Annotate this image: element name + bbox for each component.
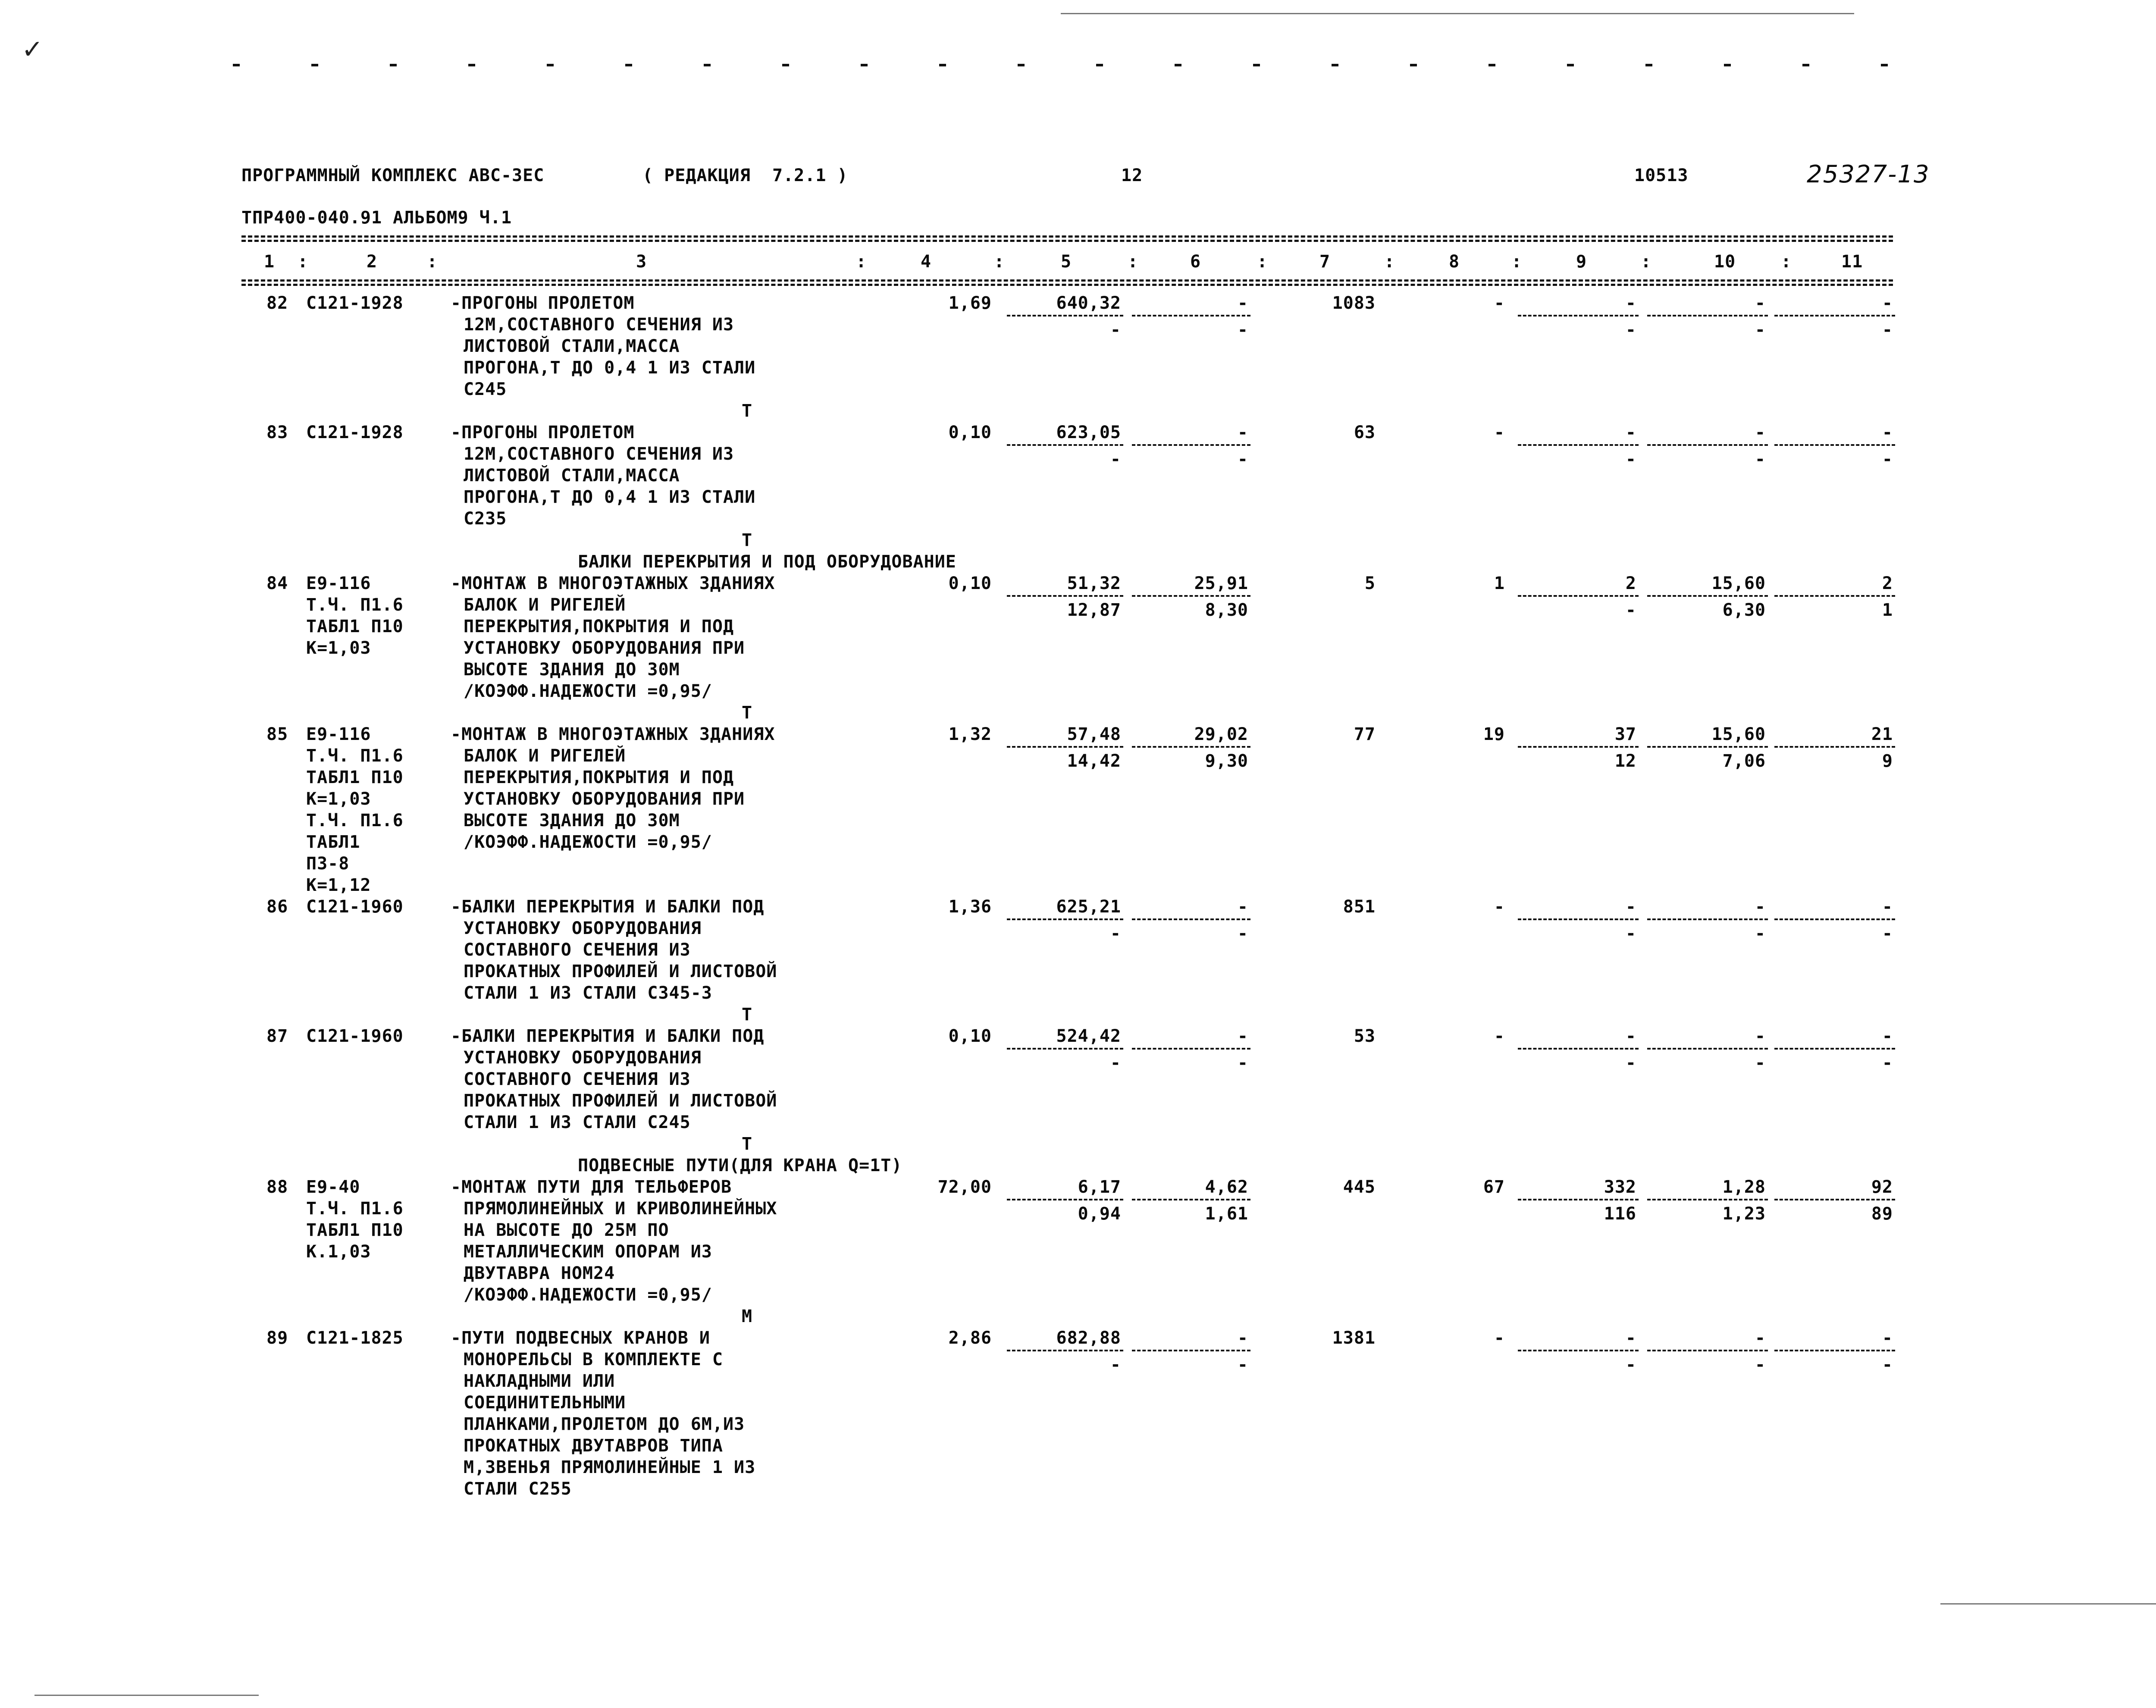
machines-total: 2 <box>1625 574 1636 593</box>
rate-code: ТАБЛ1 П10 <box>306 768 404 787</box>
perforation-dot <box>390 64 397 66</box>
unit-cost-total: 51,32 <box>1067 574 1121 593</box>
program-name: ПРОГРАММНЫЙ КОМПЛЕКС АВС-3ЕС <box>241 166 545 185</box>
unit-cost-machine-wages: - <box>1237 1053 1248 1073</box>
cell-divider <box>1647 595 1768 597</box>
column-separator: : <box>298 252 309 272</box>
wages-total: - <box>1494 897 1505 917</box>
unit-cost-wages: - <box>1110 449 1121 469</box>
column-header-1: 1 <box>264 252 275 272</box>
machines-total: 37 <box>1614 724 1636 744</box>
unit-cost-total: 625,21 <box>1056 897 1121 917</box>
header-rule-bottom <box>241 279 1893 282</box>
machine-labor-rate: 6,30 <box>1722 600 1766 620</box>
machine-labor-rate: - <box>1755 1355 1766 1375</box>
quantity-value: 1,32 <box>948 724 992 744</box>
top-scan-line <box>1061 13 1854 14</box>
labor-total: - <box>1882 1328 1893 1348</box>
perforation-dot <box>468 64 475 66</box>
unit-cost-total: 57,48 <box>1067 724 1121 744</box>
work-description: -ПРОГОНЫ ПРОЛЕТОМ <box>451 293 635 313</box>
quantity-value: 72,00 <box>937 1177 992 1197</box>
unit-cost-wages: - <box>1110 924 1121 943</box>
work-description: СОСТАВНОГО СЕЧЕНИЯ ИЗ <box>464 1069 691 1089</box>
column-separator: : <box>1128 252 1139 272</box>
work-description: СТАЛИ 1 ИЗ СТАЛИ С245 <box>464 1113 691 1132</box>
unit-cost-machines: - <box>1237 423 1248 442</box>
unit-cost-machines: - <box>1237 1026 1248 1046</box>
perforation-dot <box>704 64 711 66</box>
wages-total: - <box>1494 1328 1505 1348</box>
work-description: УСТАНОВКУ ОБОРУДОВАНИЯ <box>464 918 702 938</box>
work-description: М,ЗВЕНЬЯ ПРЯМОЛИНЕЙНЫЕ 1 ИЗ <box>464 1457 756 1477</box>
cell-divider <box>1007 315 1123 317</box>
cell-divider <box>1132 746 1250 748</box>
machines-total: - <box>1625 293 1636 313</box>
unit-cost-machine-wages: - <box>1237 320 1248 340</box>
unit-cost-machine-wages: - <box>1237 449 1248 469</box>
quantity-value: 0,10 <box>948 1026 992 1046</box>
cell-divider <box>1518 1350 1639 1351</box>
work-description: ПРОГОНА,Т ДО 0,4 1 ИЗ СТАЛИ <box>464 487 756 507</box>
perforation-dot <box>861 64 868 66</box>
unit-cost-total: 640,32 <box>1056 293 1121 313</box>
work-description: НА ВЫСОТЕ ДО 25М ПО <box>464 1220 669 1240</box>
cell-divider <box>1132 1048 1250 1050</box>
work-description: ПРОГОНА,Т ДО 0,4 1 ИЗ СТАЛИ <box>464 358 756 378</box>
column-separator: : <box>1781 252 1792 272</box>
column-separator: : <box>427 252 438 272</box>
unit-of-measure: Т <box>742 530 753 550</box>
work-description: 12М,СОСТАВНОГО СЕЧЕНИЯ ИЗ <box>464 315 734 335</box>
total-cost: 63 <box>1354 423 1376 442</box>
bottom-scan-line-right <box>1940 1603 2156 1605</box>
machines-total: - <box>1625 1328 1636 1348</box>
work-description: МЕТАЛЛИЧЕСКИМ ОПОРАМ ИЗ <box>464 1242 712 1262</box>
unit-cost-wages: 12,87 <box>1067 600 1121 620</box>
cell-divider <box>1007 918 1123 920</box>
quantity-value: 2,86 <box>948 1328 992 1348</box>
quantity-value: 1,36 <box>948 897 992 917</box>
work-description: БАЛОК И РИГЕЛЕЙ <box>464 746 626 766</box>
work-description: ЛИСТОВОЙ СТАЛИ,МАССА <box>464 466 680 486</box>
rate-code: К=1,03 <box>306 638 371 658</box>
perforation-dot <box>1410 64 1417 66</box>
machine-wages-total: - <box>1625 600 1636 620</box>
cell-divider <box>1647 1199 1768 1200</box>
section-heading-beams: БАЛКИ ПЕРЕКРЫТИЯ И ПОД ОБОРУДОВАНИЕ <box>578 552 956 572</box>
work-description: -ПРОГОНЫ ПРОЛЕТОМ <box>451 423 635 442</box>
perforation-dot <box>1018 64 1025 66</box>
rate-code: С121-1960 <box>306 897 404 917</box>
work-description: -МОНТАЖ ПУТИ ДЛЯ ТЕЛЬФЕРОВ <box>451 1177 732 1197</box>
unit-cost-wages: - <box>1110 320 1121 340</box>
cell-divider <box>1132 444 1250 446</box>
cell-divider <box>1007 1199 1123 1200</box>
cell-divider <box>1132 595 1250 597</box>
unit-cost-machine-wages: 9,30 <box>1205 751 1248 771</box>
cell-divider <box>1774 315 1895 317</box>
work-description: СТАЛИ С255 <box>464 1479 572 1499</box>
labor-total: - <box>1882 897 1893 917</box>
unit-cost-total: 682,88 <box>1056 1328 1121 1348</box>
wages-total: 1 <box>1494 574 1505 593</box>
rate-code: ТАБЛ1 П10 <box>306 1220 404 1240</box>
work-description: ЛИСТОВОЙ СТАЛИ,МАССА <box>464 336 680 356</box>
perforation-marks <box>233 61 1889 70</box>
unit-cost-wages: - <box>1110 1355 1121 1375</box>
column-header-5: 5 <box>1061 252 1072 272</box>
work-description: /КОЭФФ.НАДЕЖОСТИ =0,95/ <box>464 1285 712 1305</box>
machine-labor-rate: - <box>1755 449 1766 469</box>
total-cost: 5 <box>1364 574 1376 593</box>
unit-cost-machines: 4,62 <box>1205 1177 1248 1197</box>
rate-code: Е9-116 <box>306 574 371 593</box>
labor-rate: - <box>1755 1026 1766 1046</box>
unit-of-measure: М <box>742 1307 753 1326</box>
cell-divider <box>1774 1048 1895 1050</box>
work-description: ПРЯМОЛИНЕЙНЫХ И КРИВОЛИНЕЙНЫХ <box>464 1199 777 1219</box>
work-description: УСТАНОВКУ ОБОРУДОВАНИЯ ПРИ <box>464 789 745 809</box>
bottom-scan-line-left <box>34 1695 259 1696</box>
wages-total: - <box>1494 423 1505 442</box>
machine-wages-total: 12 <box>1614 751 1636 771</box>
cell-divider <box>1774 746 1895 748</box>
machine-wages-total: - <box>1625 320 1636 340</box>
column-header-6: 6 <box>1190 252 1201 272</box>
total-cost: 77 <box>1354 724 1376 744</box>
cell-divider <box>1647 315 1768 317</box>
document-code: 10513 <box>1634 166 1689 185</box>
rate-code: Т.Ч. П1.6 <box>306 811 404 830</box>
unit-cost-total: 6,17 <box>1078 1177 1121 1197</box>
machines-total: - <box>1625 423 1636 442</box>
machine-labor-total: 89 <box>1871 1204 1893 1224</box>
unit-cost-machine-wages: 1,61 <box>1205 1204 1248 1224</box>
work-description: ПРОКАТНЫХ ДВУТАВРОВ ТИПА <box>464 1436 723 1456</box>
cell-divider <box>1007 595 1123 597</box>
labor-rate: 15,60 <box>1711 574 1766 593</box>
row-number: 85 <box>266 724 288 744</box>
header-rule-top <box>241 235 1893 238</box>
perforation-dot <box>1645 64 1652 66</box>
unit-cost-wages: - <box>1110 1053 1121 1073</box>
rate-code: Е9-40 <box>306 1177 360 1197</box>
edition-label: ( РЕДАКЦИЯ 7.2.1 ) <box>642 166 848 185</box>
row-number: 83 <box>266 423 288 442</box>
column-header-2: 2 <box>367 252 378 272</box>
column-separator: : <box>1257 252 1268 272</box>
quantity-value: 0,10 <box>948 574 992 593</box>
machine-labor-rate: 1,23 <box>1722 1204 1766 1224</box>
labor-total: 21 <box>1871 724 1893 744</box>
machine-labor-rate: - <box>1755 1053 1766 1073</box>
unit-cost-wages: 0,94 <box>1078 1204 1121 1224</box>
work-description: С245 <box>464 379 507 399</box>
column-header-4: 4 <box>921 252 932 272</box>
machine-wages-total: - <box>1625 1053 1636 1073</box>
work-description: ДВУТАВРА НОМ24 <box>464 1263 615 1283</box>
work-description: ПРОКАТНЫХ ПРОФИЛЕЙ И ЛИСТОВОЙ <box>464 962 777 981</box>
labor-total: - <box>1882 1026 1893 1046</box>
machine-labor-total: 1 <box>1882 600 1893 620</box>
cell-divider <box>1518 595 1639 597</box>
column-header-3: 3 <box>636 252 647 272</box>
perforation-dot <box>1567 64 1574 66</box>
cell-divider <box>1774 595 1895 597</box>
cell-divider <box>1007 444 1123 446</box>
machine-wages-total: - <box>1625 1355 1636 1375</box>
labor-rate: - <box>1755 423 1766 442</box>
quantity-value: 1,69 <box>948 293 992 313</box>
rate-code: С121-1960 <box>306 1026 404 1046</box>
perforation-dot <box>1881 64 1888 66</box>
rate-code: ТАБЛ1 <box>306 832 360 852</box>
unit-cost-machines: - <box>1237 1328 1248 1348</box>
unit-cost-wages: 14,42 <box>1067 751 1121 771</box>
cell-divider <box>1647 444 1768 446</box>
handwritten-number: 25327-13 <box>1807 160 1930 188</box>
unit-of-measure: Т <box>742 1005 753 1025</box>
column-header-11: 11 <box>1841 252 1863 272</box>
rate-code: С121-1928 <box>306 293 404 313</box>
rate-code: С121-1928 <box>306 423 404 442</box>
section-heading-hanging-tracks: ПОДВЕСНЫЕ ПУТИ(ДЛЯ КРАНА Q=1Т) <box>578 1156 903 1175</box>
perforation-dot <box>1096 64 1103 66</box>
unit-cost-machine-wages: - <box>1237 924 1248 943</box>
machine-labor-rate: 7,06 <box>1722 751 1766 771</box>
rate-code: К=1,03 <box>306 789 371 809</box>
column-separator: : <box>856 252 867 272</box>
column-header-10: 10 <box>1714 252 1736 272</box>
machine-labor-total: - <box>1882 924 1893 943</box>
unit-of-measure: Т <box>742 401 753 421</box>
labor-rate: 15,60 <box>1711 724 1766 744</box>
machine-labor-rate: - <box>1755 320 1766 340</box>
unit-cost-machines: 29,02 <box>1194 724 1248 744</box>
work-description: 12М,СОСТАВНОГО СЕЧЕНИЯ ИЗ <box>464 444 734 464</box>
total-cost: 1083 <box>1332 293 1376 313</box>
labor-rate: - <box>1755 1328 1766 1348</box>
labor-total: - <box>1882 423 1893 442</box>
unit-cost-total: 524,42 <box>1056 1026 1121 1046</box>
machine-wages-total: - <box>1625 449 1636 469</box>
rate-code: С121-1825 <box>306 1328 404 1348</box>
unit-cost-machines: - <box>1237 897 1248 917</box>
machines-total: - <box>1625 897 1636 917</box>
perforation-dot <box>625 64 632 66</box>
row-number: 87 <box>266 1026 288 1046</box>
column-separator: : <box>1511 252 1523 272</box>
machine-labor-rate: - <box>1755 924 1766 943</box>
perforation-dot <box>1332 64 1338 66</box>
work-description: -БАЛКИ ПЕРЕКРЫТИЯ И БАЛКИ ПОД <box>451 1026 765 1046</box>
labor-rate: 1,28 <box>1722 1177 1766 1197</box>
unit-cost-total: 623,05 <box>1056 423 1121 442</box>
perforation-dot <box>939 64 946 66</box>
unit-cost-machines: 25,91 <box>1194 574 1248 593</box>
rate-code: Т.Ч. П1.6 <box>306 746 404 766</box>
machines-total: - <box>1625 1026 1636 1046</box>
unit-cost-machine-wages: - <box>1237 1355 1248 1375</box>
perforation-dot <box>233 64 240 66</box>
unit-cost-machines: - <box>1237 293 1248 313</box>
work-description: -БАЛКИ ПЕРЕКРЫТИЯ И БАЛКИ ПОД <box>451 897 765 917</box>
work-description: СОСТАВНОГО СЕЧЕНИЯ ИЗ <box>464 940 691 960</box>
work-description: ПРОКАТНЫХ ПРОФИЛЕЙ И ЛИСТОВОЙ <box>464 1091 777 1111</box>
wages-total: - <box>1494 293 1505 313</box>
cell-divider <box>1132 1350 1250 1351</box>
work-description: ПЕРЕКРЫТИЯ,ПОКРЫТИЯ И ПОД <box>464 768 734 787</box>
rate-code: Е9-116 <box>306 724 371 744</box>
cell-divider <box>1132 918 1250 920</box>
machine-wages-total: - <box>1625 924 1636 943</box>
machine-labor-total: - <box>1882 1355 1893 1375</box>
check-mark-icon: ✓ <box>22 34 44 65</box>
cell-divider <box>1007 1048 1123 1050</box>
work-description: ВЫСОТЕ ЗДАНИЯ ДО 30М <box>464 811 680 830</box>
column-header-7: 7 <box>1319 252 1331 272</box>
perforation-dot <box>1253 64 1260 66</box>
machine-labor-total: - <box>1882 1053 1893 1073</box>
column-separator: : <box>1384 252 1395 272</box>
total-cost: 445 <box>1343 1177 1376 1197</box>
perforation-dot <box>1724 64 1731 66</box>
machine-labor-total: - <box>1882 449 1893 469</box>
project-title: ТПР400-040.91 АЛЬБОМ9 Ч.1 <box>241 208 512 228</box>
rate-code: К=1,12 <box>306 875 371 895</box>
cell-divider <box>1007 746 1123 748</box>
work-description: ПЕРЕКРЫТИЯ,ПОКРЫТИЯ И ПОД <box>464 617 734 636</box>
perforation-dot <box>547 64 554 66</box>
work-description: ПЛАНКАМИ,ПРОЛЕТОМ ДО 6М,ИЗ <box>464 1414 745 1434</box>
quantity-value: 0,10 <box>948 423 992 442</box>
column-separator: : <box>1641 252 1652 272</box>
work-description: С235 <box>464 509 507 529</box>
page-number: 12 <box>1121 166 1143 185</box>
header-rule-bottom-2 <box>241 284 1893 286</box>
labor-total: 92 <box>1871 1177 1893 1197</box>
work-description: СОЕДИНИТЕЛЬНЫМИ <box>464 1393 626 1413</box>
cell-divider <box>1518 1199 1639 1200</box>
column-separator: : <box>994 252 1005 272</box>
cell-divider <box>1518 1048 1639 1050</box>
total-cost: 53 <box>1354 1026 1376 1046</box>
perforation-dot <box>1489 64 1495 66</box>
labor-rate: - <box>1755 293 1766 313</box>
machine-wages-total: 116 <box>1604 1204 1636 1224</box>
rate-code: К.1,03 <box>306 1242 371 1262</box>
cell-divider <box>1518 746 1639 748</box>
cell-divider <box>1518 315 1639 317</box>
unit-cost-machine-wages: 8,30 <box>1205 600 1248 620</box>
unit-of-measure: Т <box>742 1134 753 1154</box>
perforation-dot <box>1175 64 1181 66</box>
work-description: /КОЭФФ.НАДЕЖОСТИ =0,95/ <box>464 832 712 852</box>
rate-code: Т.Ч. П1.6 <box>306 595 404 615</box>
row-number: 86 <box>266 897 288 917</box>
machine-labor-total: 9 <box>1882 751 1893 771</box>
rate-code: П3-8 <box>306 854 350 874</box>
wages-total: - <box>1494 1026 1505 1046</box>
work-description: БАЛОК И РИГЕЛЕЙ <box>464 595 626 615</box>
rate-code: ТАБЛ1 П10 <box>306 617 404 636</box>
total-cost: 851 <box>1343 897 1376 917</box>
perforation-dot <box>1802 64 1809 66</box>
cell-divider <box>1518 918 1639 920</box>
cell-divider <box>1774 918 1895 920</box>
header-rule-top-2 <box>241 240 1893 242</box>
work-description: -ПУТИ ПОДВЕСНЫХ КРАНОВ И <box>451 1328 710 1348</box>
cell-divider <box>1774 444 1895 446</box>
cell-divider <box>1647 1350 1768 1351</box>
column-header-9: 9 <box>1576 252 1587 272</box>
work-description: УСТАНОВКУ ОБОРУДОВАНИЯ ПРИ <box>464 638 745 658</box>
row-number: 82 <box>266 293 288 313</box>
work-description: -МОНТАЖ В МНОГОЭТАЖНЫХ ЗДАНИЯХ <box>451 574 775 593</box>
cell-divider <box>1647 1048 1768 1050</box>
work-description: МОНОРЕЛЬСЫ В КОМПЛЕКТЕ С <box>464 1350 723 1370</box>
cell-divider <box>1774 1350 1895 1351</box>
total-cost: 1381 <box>1332 1328 1376 1348</box>
cell-divider <box>1132 1199 1250 1200</box>
work-description: УСТАНОВКУ ОБОРУДОВАНИЯ <box>464 1048 702 1068</box>
machines-total: 332 <box>1604 1177 1636 1197</box>
work-description: СТАЛИ 1 ИЗ СТАЛИ С345-3 <box>464 983 712 1003</box>
work-description: ВЫСОТЕ ЗДАНИЯ ДО 30М <box>464 660 680 680</box>
rate-code: Т.Ч. П1.6 <box>306 1199 404 1219</box>
cell-divider <box>1518 444 1639 446</box>
column-header-8: 8 <box>1449 252 1460 272</box>
row-number: 84 <box>266 574 288 593</box>
work-description: НАКЛАДНЫМИ ИЛИ <box>464 1371 615 1391</box>
machine-labor-total: - <box>1882 320 1893 340</box>
wages-total: 67 <box>1483 1177 1505 1197</box>
wages-total: 19 <box>1483 724 1505 744</box>
work-description: -МОНТАЖ В МНОГОЭТАЖНЫХ ЗДАНИЯХ <box>451 724 775 744</box>
labor-total: 2 <box>1882 574 1893 593</box>
cell-divider <box>1774 1199 1895 1200</box>
row-number: 88 <box>266 1177 288 1197</box>
labor-rate: - <box>1755 897 1766 917</box>
unit-of-measure: Т <box>742 703 753 723</box>
perforation-dot <box>782 64 789 66</box>
cell-divider <box>1647 918 1768 920</box>
work-description: /КОЭФФ.НАДЕЖОСТИ =0,95/ <box>464 681 712 701</box>
perforation-dot <box>311 64 318 66</box>
row-number: 89 <box>266 1328 288 1348</box>
cell-divider <box>1132 315 1250 317</box>
cell-divider <box>1007 1350 1123 1351</box>
labor-total: - <box>1882 293 1893 313</box>
cell-divider <box>1647 746 1768 748</box>
